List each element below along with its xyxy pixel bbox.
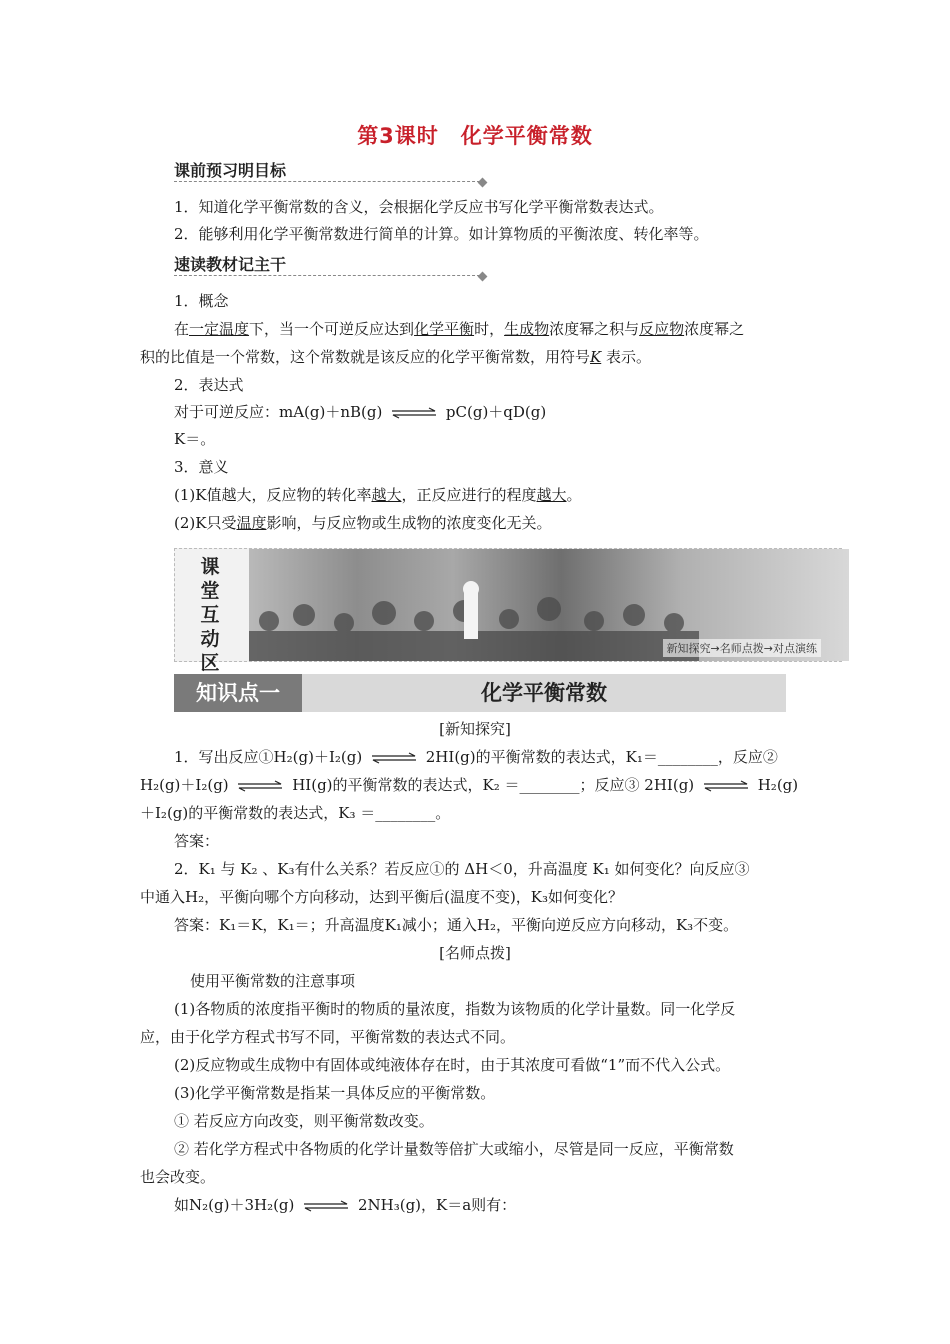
blank-answer: 一定温度 [189, 320, 250, 338]
text: 时， [474, 320, 505, 338]
goal-item: 2．能够利用化学平衡常数进行简单的计算。如计算物质的平衡浓度、转化率等。 [174, 225, 709, 243]
question-1-line-3: ＋I₂(g)的平衡常数的表达式，K₃ ＝________。 [140, 804, 451, 822]
question-1-line-1 [174, 746, 846, 768]
tip-2: (2)反应物或生成物中有固体或纯液体存在时，由于其浓度可看做“1”而不代入公式。 [174, 1056, 731, 1074]
text: 影响，与反应物或生成物的浓度变化无关。 [266, 514, 552, 532]
blank-answer: 反应物 [639, 320, 685, 338]
question-1-line-2 [140, 774, 812, 796]
diamond-icon [478, 272, 488, 282]
text: pC(g)＋qD(g) [445, 403, 547, 421]
tips-heading: [名师点拨] [439, 944, 511, 962]
tip-6 [174, 1194, 846, 1216]
banner-char: 动 [200, 628, 220, 650]
text: 。 [566, 486, 582, 504]
text: 在 [174, 320, 190, 338]
tip-5-line-1: ② 若化学方程式中各物质的化学计量数等倍扩大或缩小，尽管是同一反应，平衡常数 [174, 1140, 734, 1158]
equilibrium-arrow-icon [237, 781, 283, 791]
tip-4: ① 若反应方向改变，则平衡常数改变。 [174, 1112, 434, 1130]
tips-subheading: 使用平衡常数的注意事项 [190, 972, 356, 990]
text: 2NH₃(g)，K＝a则有： [357, 1196, 517, 1214]
text: (1)K值越大，反应物的转化率 [174, 486, 372, 504]
answer-1: 答案： [174, 832, 220, 850]
text: H₂(g) [757, 776, 799, 794]
dashed-rule [174, 275, 480, 276]
knowledge-point-title: 化学平衡常数 [481, 681, 607, 705]
question-2-line-2: 中通入H₂，平衡向哪个方向移动，达到平衡后(温度不变)，K₃如何变化？ [140, 888, 624, 906]
text: 如N₂(g)＋3H₂(g) [174, 1196, 295, 1214]
blank-answer: 越大 [536, 486, 567, 504]
section-heading-text: 速读教材记主干 [174, 255, 287, 274]
blank-answer: 化学平衡 [414, 320, 475, 338]
blank-answer: K [590, 348, 602, 366]
answer-2: 答案：K₁＝K，K₁＝；升高温度K₁减小；通入H₂，平衡向逆反应方向移动，K₃不变。 [174, 916, 739, 934]
question-2-line-1: 2．K₁ 与 K₂ 、K₃有什么关系？若反应①的 ΔH＜0，升高温度 K₁ 如何变化？向反应③ [174, 860, 750, 878]
concept-line-2 [140, 346, 812, 368]
banner-char: 堂 [200, 580, 220, 602]
dashed-rule [174, 181, 480, 182]
tip-1-line-1: (1)各物质的浓度指平衡时的物质的量浓度，指数为该物质的化学计量数。同一化学反 [174, 1000, 736, 1018]
tip-5-line-2: 也会改变。 [140, 1168, 216, 1186]
meaning-item-2 [174, 512, 846, 534]
goal-item: 1．知道化学平衡常数的含义，会根据化学反应书写化学平衡常数表达式。 [174, 198, 664, 216]
text: (2)K只受 [174, 514, 237, 532]
text: ，正反应进行的程度 [401, 486, 537, 504]
knowledge-point-bar [174, 674, 786, 712]
equilibrium-arrow-icon [303, 1201, 349, 1211]
k-expression: K＝。 [174, 430, 216, 448]
expression-heading: 2．表达式 [174, 376, 244, 394]
text: 浓度幂之积与 [549, 320, 640, 338]
text: H₂(g)＋I₂(g) [140, 776, 229, 794]
text: 2HI(g)的平衡常数的表达式，K₁＝________，反应② [425, 748, 778, 766]
banner-char: 区 [200, 652, 220, 674]
text: HI(g)的平衡常数的表达式，K₂ ＝________；反应③ 2HI(g) [292, 776, 695, 794]
banner-caption: 新知探究→名师点拨→对点演练 [663, 639, 821, 657]
banner-vertical-title [185, 555, 235, 675]
diamond-icon [478, 178, 488, 188]
blank-answer: 越大 [371, 486, 402, 504]
knowledge-point-label: 知识点一 [174, 674, 302, 712]
text: 下，当一个可逆反应达到 [249, 320, 415, 338]
concept-line-1 [174, 318, 846, 340]
banner-char: 互 [200, 604, 220, 626]
blank-answer: 生成物 [504, 320, 550, 338]
section-heading-preview [174, 158, 486, 182]
concept-heading: 1．概念 [174, 292, 229, 310]
explore-heading: [新知探究] [439, 720, 511, 738]
tip-3: (3)化学平衡常数是指某一具体反应的平衡常数。 [174, 1084, 496, 1102]
text: 对于可逆反应：mA(g)＋nB(g) [174, 403, 383, 421]
meaning-heading: 3．意义 [174, 458, 229, 476]
equilibrium-arrow-icon [703, 781, 749, 791]
classroom-banner [174, 548, 842, 674]
banner-char: 课 [200, 556, 220, 578]
section-heading-text: 课前预习明目标 [174, 161, 287, 180]
page-title: 第3课时 化学平衡常数 [357, 124, 593, 148]
text: 积的比值是一个常数，这个常数就是该反应的化学平衡常数，用符号 [140, 348, 591, 366]
tip-1-line-2: 应，由于化学方程式书写不同，平衡常数的表达式不同。 [140, 1028, 516, 1046]
text: 表示。 [606, 348, 652, 366]
equilibrium-arrow-icon [391, 408, 437, 418]
text: 浓度幂之 [684, 320, 745, 338]
blank-answer: 温度 [236, 514, 267, 532]
meaning-item-1 [174, 484, 846, 506]
text: 1．写出反应①H₂(g)＋I₂(g) [174, 748, 363, 766]
expression-line [174, 401, 846, 423]
equilibrium-arrow-icon [371, 753, 417, 763]
section-heading-textbook [174, 252, 486, 276]
